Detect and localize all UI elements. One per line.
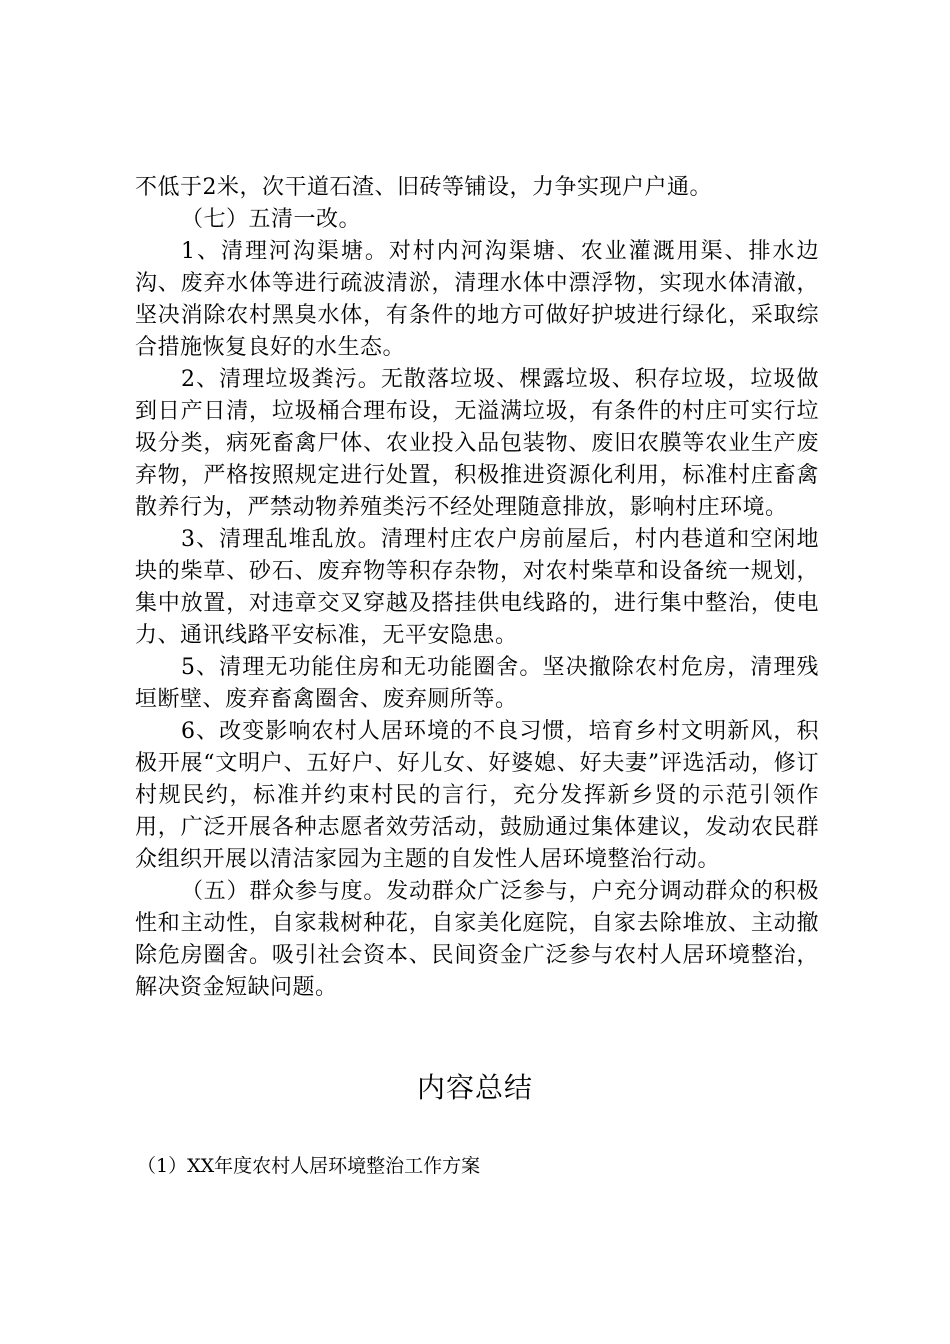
paragraph-clean-garbage: 2、清理垃圾粪污。无散落垃圾、棵露垃圾、积存垃圾，垃圾做到日产日清，垃圾桶合理布设，无溢满垃圾，有条件的村庄可实行垃圾分类，病死畜禽尸体、农业投入品包装物、废旧农膜等农业生产废弃物，严格按照规定进行处置，积极推进资源化利用，标准村庄畜禽散养行为，严禁动物养殖类污不经处理随意排放，影响村庄环境。 xyxy=(135,367,819,520)
paragraph-clean-rivers: 1、清理河沟渠塘。对村内河沟渠塘、农业灌溉用渠、排水边沟、废弃水体等进行疏波清淤，清理水体中漂浮物，实现水体清澈，坚决消除农村黑臭水体，有条件的地方可做好护坡进行绿化，采取综合措施恢复良好的水生态。 xyxy=(135,239,819,360)
summary-title: 内容总结 xyxy=(416,1071,533,1104)
paragraph-clean-clutter: 3、清理乱堆乱放。清理村庄农户房前屋后，村内巷道和空闲地块的柴草、砂石、废弃物等积存杂物，对农村柴草和设备统一规划，集中放置，对违章交叉穿越及搭挂供电线路的，进行集中整治，使电力、通讯线路平安标准，无平安隐患。 xyxy=(135,527,819,648)
paragraph-public-participation: （五）群众参与度。发动群众广泛参与，户充分调动群众的积极性和主动性，自家栽树种花，自家美化庭院，自家去除堆放、主动撤除危房圈舍。吸引社会资本、民间资金广泛参与农村人居环境整治，解决资金短缺问题。 xyxy=(135,879,819,1000)
paragraph-continuation: 不低于2米，次干道石渣、旧砖等铺设，力争实现户户通。 xyxy=(135,175,712,200)
document-body xyxy=(135,172,819,1004)
section-heading-five-clean-one-change: （七）五清一改。 xyxy=(181,207,362,232)
paragraph-clean-houses: 5、清理无功能住房和无功能圈舍。坚决撤除农村危房，清理残垣断壁、废弃畜禽圈舍、废弃厕所等。 xyxy=(135,655,819,712)
summary-item: （1）XX年度农村人居环境整治工作方案 xyxy=(137,1155,481,1177)
paragraph-change-habits: 6、改变影响农村人居环境的不良习惯，培育乡村文明新风，积极开展“文明户、五好户、好儿女、好婆媳、好夫妻”评选活动，修订村规民约，标准并约束村民的言行，充分发挥新乡贤的示范引领作用，广泛开展各种志愿者效劳活动，鼓励通过集体建议，发动农民群众组织开展以清洁家园为主题的自发性人居环境整治行动。 xyxy=(135,719,819,872)
